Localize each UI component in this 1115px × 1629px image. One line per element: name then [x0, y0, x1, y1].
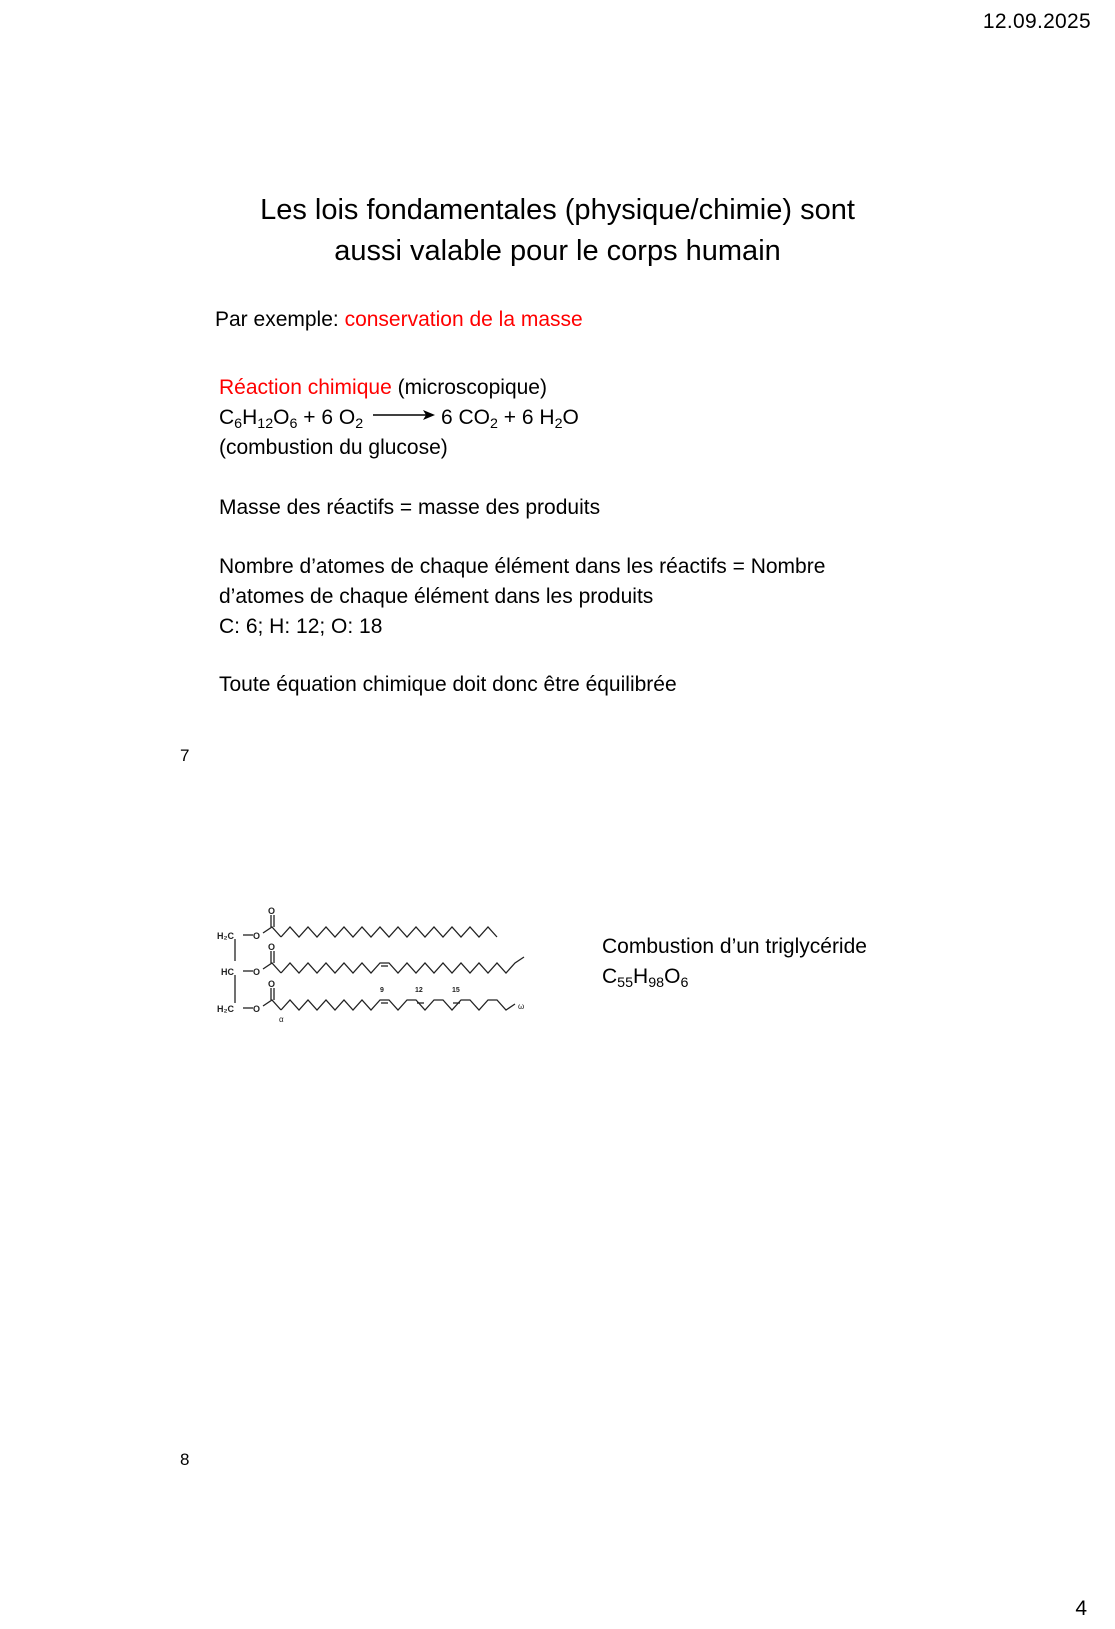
caption-line: Combustion d’un triglycéride: [602, 935, 867, 958]
formula-c: C: [602, 965, 618, 988]
example-prefix: Par exemple:: [215, 308, 345, 331]
eq-h-sub: 12: [257, 415, 274, 432]
right-arrow-icon: [373, 409, 435, 421]
eq-co2: 6 CO: [441, 406, 491, 429]
reaction-block: [219, 373, 579, 463]
position-15: 15: [452, 987, 460, 994]
hc-label: HC: [221, 967, 234, 977]
formula-h-sub: 98: [648, 974, 665, 991]
eq-plus-h2o: + 6 H: [497, 406, 555, 429]
eq-co2-sub: 2: [490, 415, 498, 432]
formula-h: H: [633, 965, 649, 988]
eq-h: H: [242, 406, 258, 429]
triglyceride-formula: [602, 962, 867, 992]
page-number: 4: [1075, 1597, 1087, 1620]
omega-label: ω: [518, 1002, 525, 1011]
position-9: 9: [380, 987, 384, 994]
oxygen-label-1: O: [253, 931, 261, 941]
document-date: 12.09.2025: [982, 10, 1091, 33]
atoms-block: [219, 552, 825, 642]
chemical-equation: [219, 403, 579, 433]
reaction-label: Réaction chimique: [219, 376, 392, 399]
reaction-label-suffix: (microscopique): [391, 376, 547, 399]
example-highlight: conservation de la masse: [344, 308, 583, 331]
slide-title-line-2: aussi valable pour le corps humain: [334, 235, 781, 267]
formula-o: O: [664, 965, 681, 988]
eq-o2-sub: 2: [355, 415, 364, 432]
conclusion: Toute équation chimique doit donc être équilibrée: [219, 673, 677, 696]
position-12: 12: [415, 987, 423, 994]
triglyceride-structure: [215, 905, 555, 1040]
atoms-counts: C: 6; H: 12; O: 18: [219, 615, 383, 638]
eq-plus-o2: + 6 O: [297, 406, 356, 429]
eq-h2o-sub: 2: [554, 415, 563, 432]
slide-title-line-1: Les lois fondamentales (physique/chimie) sont: [260, 194, 855, 226]
eq-c: C: [219, 406, 235, 429]
formula-o-sub: 6: [680, 974, 689, 991]
carbonyl-o-3: O: [268, 979, 276, 989]
atoms-line-1: Nombre d’atomes de chaque élément dans les réactifs = Nombre: [219, 555, 826, 578]
mass-statement: Masse des réactifs = masse des produits: [219, 496, 601, 519]
carbonyl-o-1: O: [268, 906, 276, 916]
atoms-line-2: d’atomes de chaque élément dans les produits: [219, 585, 654, 608]
h2c-bottom-label: H₂C: [217, 1004, 234, 1014]
eq-h2o-tail: O: [562, 406, 579, 429]
oxygen-label-3: O: [253, 1004, 261, 1014]
oxygen-label-2: O: [253, 967, 261, 977]
eq-c-sub: 6: [234, 415, 243, 432]
reaction-heading: [219, 373, 579, 403]
alpha-label: α: [279, 1015, 284, 1024]
eq-o: O: [273, 406, 290, 429]
carbonyl-o-2: O: [268, 942, 276, 952]
formula-c-sub: 55: [617, 974, 634, 991]
slide-title: [0, 190, 1115, 272]
triglyceride-caption: [602, 932, 867, 992]
eq-o-sub: 6: [289, 415, 298, 432]
slide-number: 8: [180, 1450, 190, 1469]
example-line: [215, 305, 583, 335]
h2c-top-label: H₂C: [217, 931, 234, 941]
slide-number: 7: [180, 746, 190, 765]
equation-note: (combustion du glucose): [219, 436, 448, 459]
